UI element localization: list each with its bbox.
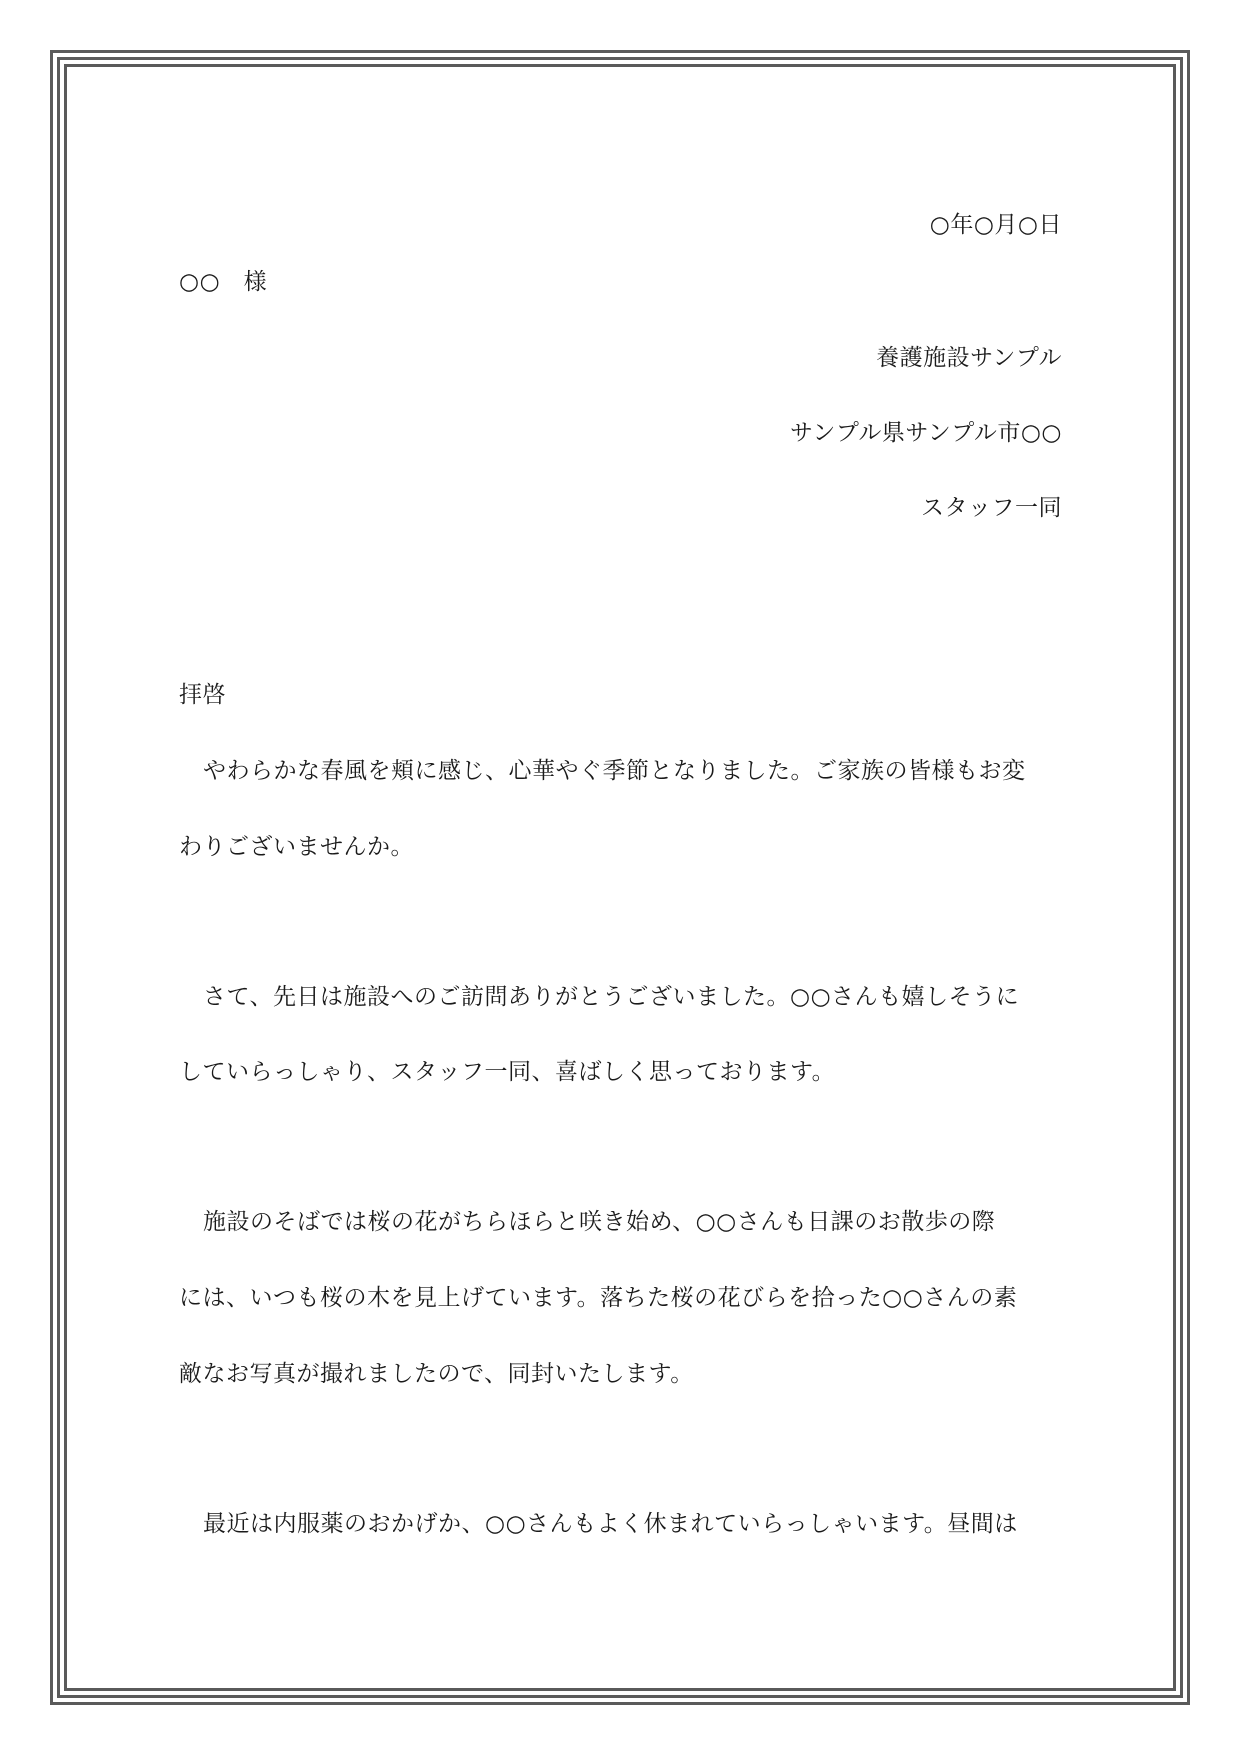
- paragraph-line: には、いつも桜の木を見上げています。落ちた桜の花びらを拾った○○さんの素: [179, 1285, 1018, 1311]
- page-border-outer: [50, 50, 1190, 1705]
- recipient-name: ○○ 様: [179, 269, 268, 295]
- paragraph-line: 最近は内服薬のおかげか、○○さんもよく休まれていらっしゃいます。昼間は: [203, 1511, 1018, 1537]
- page-border-inner: [64, 64, 1176, 1691]
- sender-facility: 養護施設サンプル: [876, 345, 1062, 371]
- opening-salutation: 拝啓: [179, 682, 226, 708]
- paragraph-line: さて、先日は施設へのご訪問ありがとうございました。○○さんも嬉しそうに: [203, 984, 1020, 1010]
- paragraph-line: やわらかな春風を頬に感じ、心華やぐ季節となりました。ご家族の皆様もお変: [203, 758, 1026, 784]
- paragraph-line: していらっしゃり、スタッフ一同、喜ばしく思っております。: [179, 1059, 836, 1085]
- sender-staff: スタッフ一同: [921, 495, 1062, 521]
- paragraph-line: 敵なお写真が撮れましたので、同封いたします。: [179, 1361, 694, 1387]
- sender-address: サンプル県サンプル市○○: [790, 420, 1062, 446]
- page-border-middle: [57, 57, 1183, 1698]
- paragraph-line: わりございませんか。: [179, 834, 414, 860]
- letter-date: ○年○月○日: [929, 212, 1062, 238]
- paragraph-line: 施設のそばでは桜の花がちらほらと咲き始め、○○さんも日課のお散歩の際: [203, 1209, 996, 1235]
